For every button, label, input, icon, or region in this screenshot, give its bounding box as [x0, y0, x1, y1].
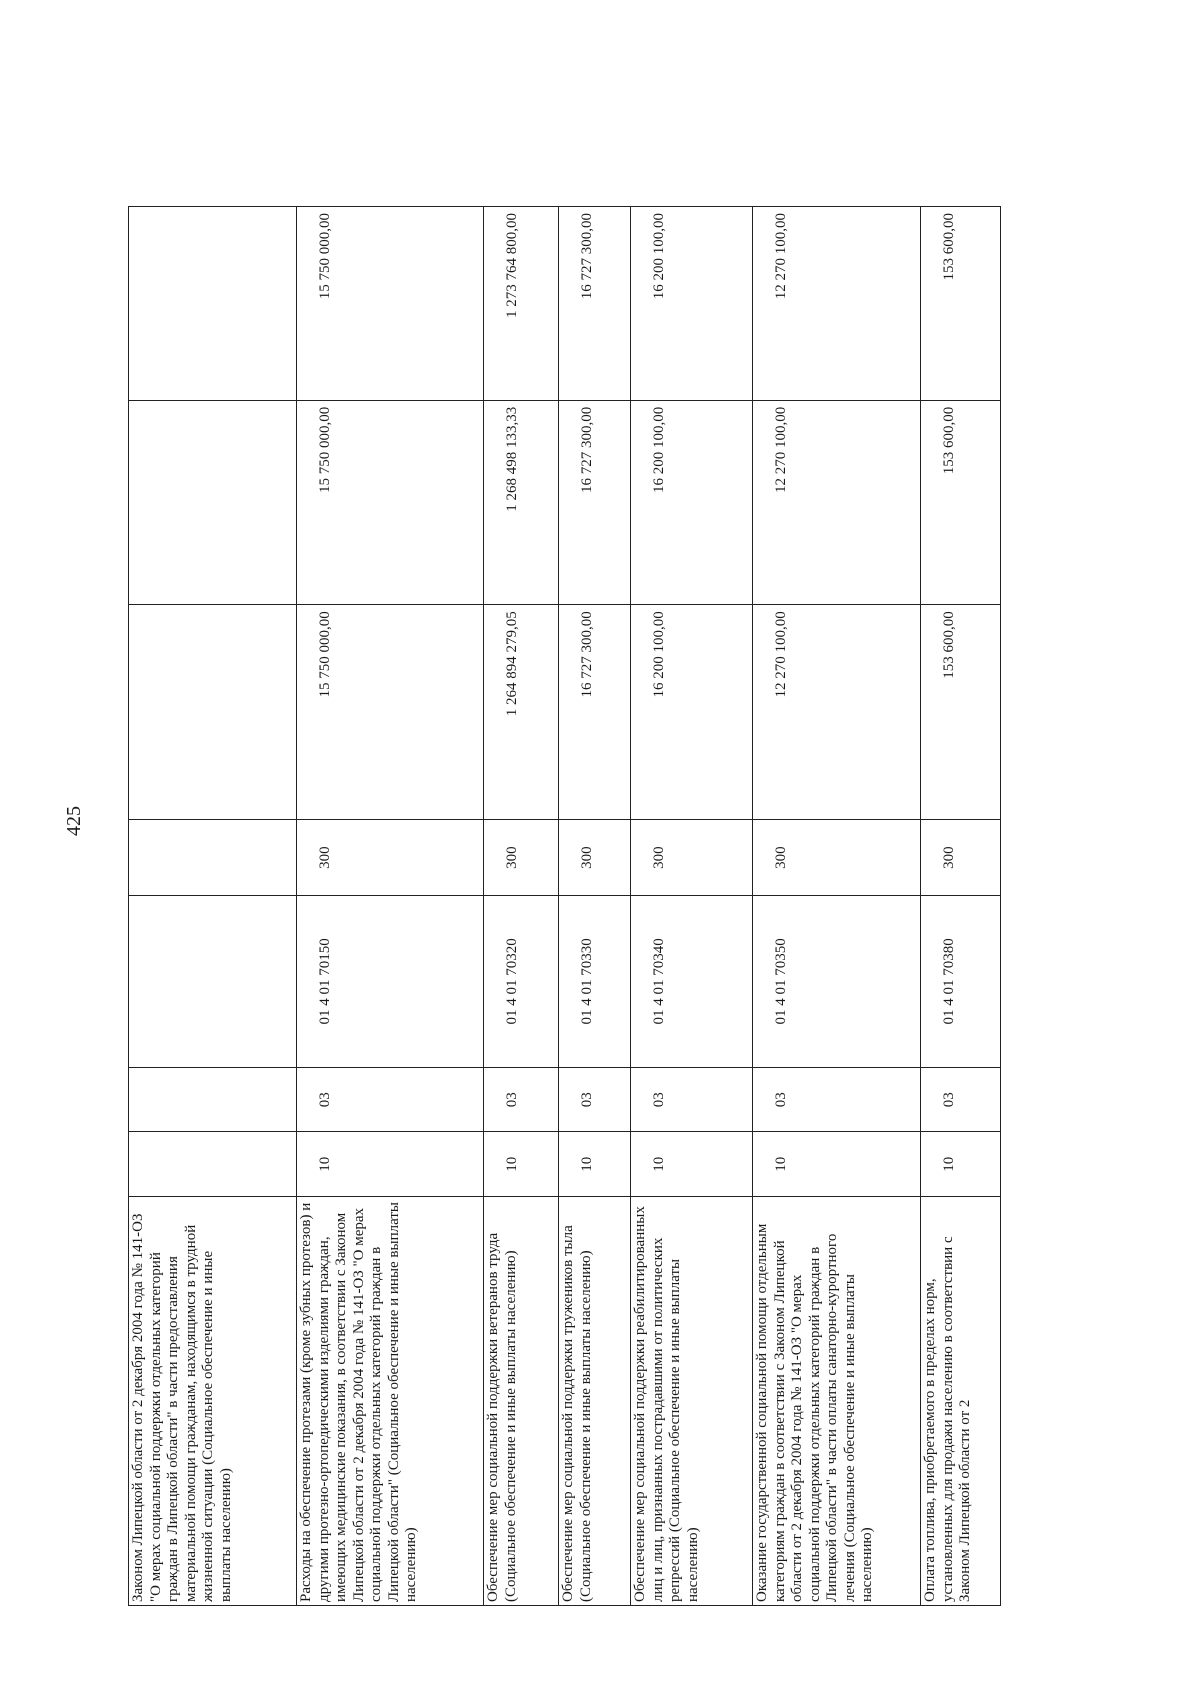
amount-cell: 16 200 100,00 [631, 207, 753, 401]
amount-cell: 15 750 000,00 [297, 605, 484, 820]
table-row [753, 207, 921, 1606]
amount-cell: 15 750 000,00 [297, 400, 484, 604]
amount-cell: 16 200 100,00 [631, 605, 753, 820]
expense-kind-cell: 300 [297, 820, 484, 895]
amount-cell: 12 270 100,00 [753, 400, 921, 604]
expense-kind-cell: 300 [559, 820, 631, 895]
description-cell: Оплата топлива, приобретаемого в пределах норм, установленных для продажи населению в соответствии с Законом Липецкой области от 2 [921, 1197, 1001, 1606]
expense-kind-cell: 300 [484, 820, 559, 895]
amount-cell: 153 600,00 [921, 605, 1001, 820]
amount-cell: 16 200 100,00 [631, 400, 753, 604]
section-cell: 10 [484, 1132, 559, 1197]
section-cell: 10 [631, 1132, 753, 1197]
amount-cell: 153 600,00 [921, 400, 1001, 604]
section-cell [129, 1132, 297, 1197]
table-row [484, 207, 559, 1606]
amount-cell: 16 727 300,00 [559, 400, 631, 604]
section-cell: 10 [297, 1132, 484, 1197]
expense-kind-cell [129, 820, 297, 895]
subsection-cell: 03 [753, 1067, 921, 1132]
section-cell: 10 [753, 1132, 921, 1197]
section-cell: 10 [921, 1132, 1001, 1197]
target-article-cell: 01 4 01 70150 [297, 895, 484, 1067]
rotated-page [63, 206, 1028, 1606]
target-article-cell: 01 4 01 70350 [753, 895, 921, 1067]
subsection-cell [129, 1067, 297, 1132]
expense-kind-cell: 300 [753, 820, 921, 895]
amount-cell: 16 727 300,00 [559, 605, 631, 820]
target-article-cell: 01 4 01 70320 [484, 895, 559, 1067]
description-cell: Обеспечение мер социальной поддержки тружеников тыла (Социальное обеспечение и иные выплаты населению) [559, 1197, 631, 1606]
amount-cell: 12 270 100,00 [753, 207, 921, 401]
subsection-cell: 03 [297, 1067, 484, 1132]
amount-cell: 1 268 498 133,33 [484, 400, 559, 604]
table-row [129, 207, 297, 1606]
expense-kind-cell: 300 [631, 820, 753, 895]
expense-kind-cell: 300 [921, 820, 1001, 895]
table-row [559, 207, 631, 1606]
amount-cell [129, 605, 297, 820]
target-article-cell [129, 895, 297, 1067]
table-row [631, 207, 753, 1606]
subsection-cell: 03 [559, 1067, 631, 1132]
page-number: 425 [63, 806, 85, 836]
description-cell: Обеспечение мер социальной поддержки реабилитированных лиц и лиц, признанных пострадавшими от политических репрессий (Социальное обеспечение и иные выплаты населению) [631, 1197, 753, 1606]
table-row [297, 207, 484, 1606]
table-row [921, 207, 1001, 1606]
budget-table [128, 206, 1001, 1606]
description-cell: Оказание государственной социальной помощи отдельным категориям граждан в соответствии с Законом Липецкой области от 2 декабря 2004 года № 141-ОЗ "О мерах социальной поддержки отдельных категорий граждан в Липецкой области" в части оплаты санаторно-курортного лечения (Социальное обеспечение и иные выплаты населению) [753, 1197, 921, 1606]
target-article-cell: 01 4 01 70330 [559, 895, 631, 1067]
amount-cell: 153 600,00 [921, 207, 1001, 401]
target-article-cell: 01 4 01 70340 [631, 895, 753, 1067]
amount-cell: 15 750 000,00 [297, 207, 484, 401]
section-cell: 10 [559, 1132, 631, 1197]
subsection-cell: 03 [484, 1067, 559, 1132]
amount-cell: 12 270 100,00 [753, 605, 921, 820]
amount-cell: 1 273 764 800,00 [484, 207, 559, 401]
subsection-cell: 03 [631, 1067, 753, 1132]
amount-cell [129, 400, 297, 604]
description-cell: Обеспечение мер социальной поддержки ветеранов труда (Социальное обеспечение и иные выплаты населению) [484, 1197, 559, 1606]
amount-cell: 16 727 300,00 [559, 207, 631, 401]
amount-cell: 1 264 894 279,05 [484, 605, 559, 820]
target-article-cell: 01 4 01 70380 [921, 895, 1001, 1067]
description-cell: Расходы на обеспечение протезами (кроме зубных протезов) и другими протезно-ортопедическими изделиями граждан, имеющих медицинские показания, в соответствии с Законом Липецкой области от 2 декабря 2004 года № 141-ОЗ "О мерах социальной поддержки отдельных категорий граждан в Липецкой области" (Социальное обеспечение и иные выплаты населению) [297, 1197, 484, 1606]
subsection-cell: 03 [921, 1067, 1001, 1132]
description-cell: Законом Липецкой области от 2 декабря 2004 года № 141-ОЗ "О мерах социальной поддержки отдельных категорий граждан в Липецкой области" в части предоставления материальной помощи гражданам, находящимся в трудной жизненной ситуации (Социальное обеспечение и иные выплаты населению) [129, 1197, 297, 1606]
amount-cell [129, 207, 297, 401]
